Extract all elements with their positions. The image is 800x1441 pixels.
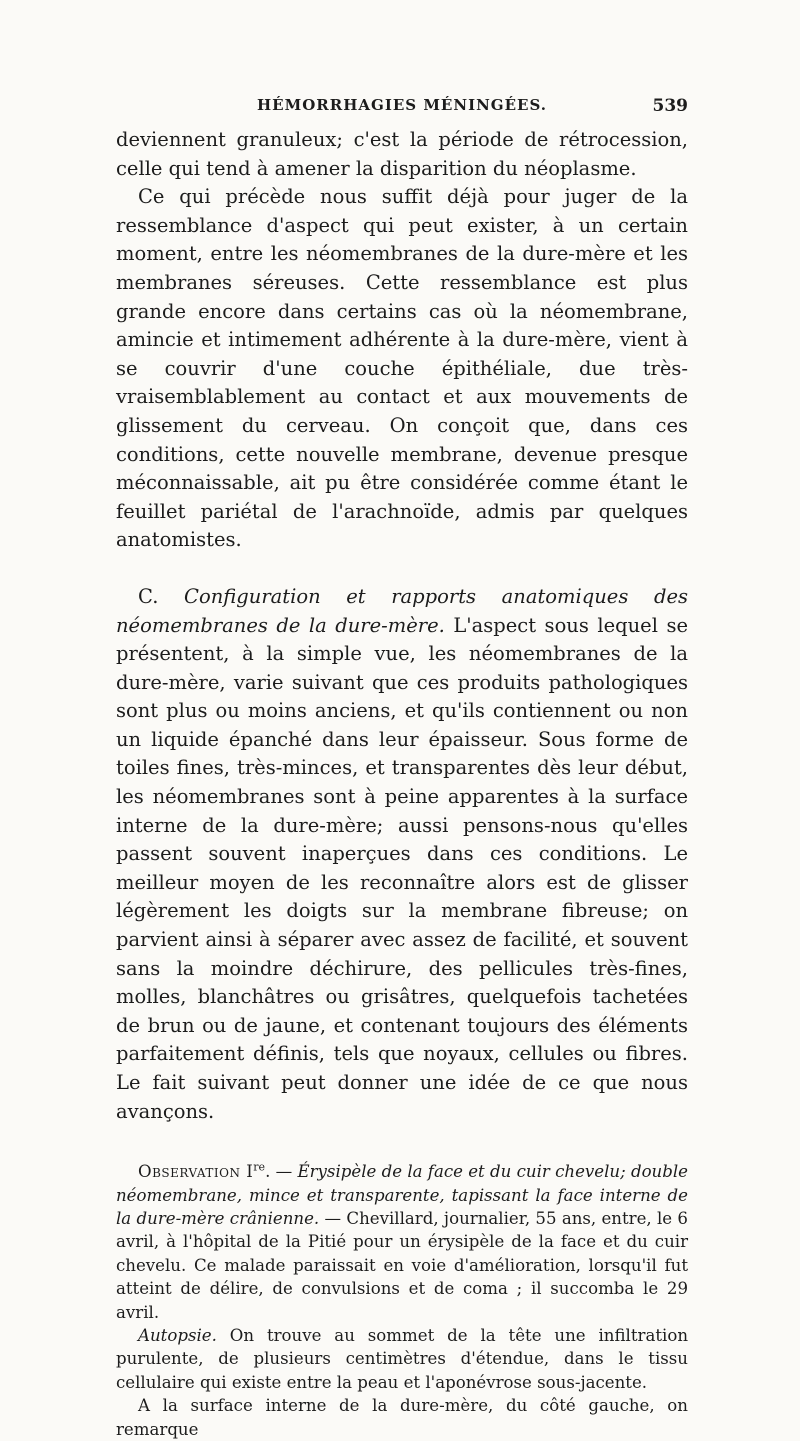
page-header: [116, 96, 688, 120]
section-title: Configuration et rapports anatomiques des néomembranes de la dure-mère.: [116, 584, 688, 637]
observation-label: Observation I: [138, 1162, 254, 1182]
section-text: L'aspect sous lequel se présentent, à la simple vue, les néomembranes de la dure-mère, varie suivant que ces produits pathologiques sont plus ou moins anciens, et qu'ils contiennent ou non un liquide épanché dans leur épaisseur. Sous forme de toiles fines, très-minces, et transparentes dès leur début, les néomembranes sont à peine apparentes à la surface interne de la dure-mère; aussi pensons-nous qu'elles passent souvent inaperçues dans ces conditions. Le meilleur moyen de les reconnaître alors est de glisser légèrement les doigts sur la membrane fibreuse; on parvient ainsi à séparer avec assez de facilité, et souvent sans la moindre déchirure, des pellicules très-fines, molles, blanchâtres ou grisâtres, quelquefois tachetées de brun ou de jaune, et contenant toujours des éléments parfaitement définis, tels que noyaux, cellules ou fibres. Le fait suivant peut donner une idée de ce que nous avançons.: [116, 613, 688, 1123]
paragraph-resemblance: Ce qui précède nous suffit déjà pour juger de la ressemblance d'aspect qui peut exister, à un certain moment, entre les néomembranes de la dure-mère et les membranes séreuses. Cette ressemblance est plus grande encore dans certains cas où la néomembrane, amincie et intimement adhérente à la dure-mère, vient à se couvrir d'une couche épithéliale, due très-vraisemblablement au contact et aux mouvements de glissement du cerveau. On conçoit que, dans ces conditions, cette nouvelle membrane, devenue presque méconnaissable, ait pu être considérée comme étant le feuillet pariétal de l'arachnoïde, admis par quelques anatomistes.: [116, 185, 688, 552]
observation-paragraph: [116, 1160, 688, 1324]
observation-superscript: re: [253, 1160, 266, 1174]
autopsy-text: On trouve au sommet de la tête une infiltration purulente, de plusieurs centimètres d'étendue, dans le tissu cellulaire qui existe entre la peau et l'aponévrose sous-jacente.: [116, 1326, 688, 1392]
observation-title: Érysipèle de la face et du cuir chevelu; double néomembrane, mince et transparente, tapissant la face interne de la dure-mère crânienne.: [116, 1162, 688, 1228]
final-line: A la surface interne de la dure-mère, du côté gauche, on remarque: [116, 1396, 688, 1439]
observation-text: — Chevillard, journalier, 55 ans, entre, le 6 avril, à l'hôpital de la Pitié pour un érysipèle de la face et du cuir chevelu. Ce malade paraissait en voie d'amélioration, lorsqu'il fut atteint de délire, de convulsions et de coma ; il succomba le 29 avril.: [116, 1209, 688, 1322]
page-number: 539: [652, 96, 688, 116]
section-letter: C.: [138, 584, 159, 608]
section-c-paragraph: [116, 583, 688, 1126]
running-title: HÉMORRHAGIES MÉNINGÉES.: [256, 96, 547, 114]
autopsy-label: Autopsie.: [138, 1326, 217, 1346]
autopsy-paragraph: [116, 1324, 688, 1394]
observation-dash: . —: [265, 1162, 298, 1182]
paragraph-continuation: deviennent granuleux; c'est la période de rétrocession, celle qui tend à amener la disparition du néoplasme.: [116, 128, 688, 180]
body-text: [116, 126, 688, 1441]
